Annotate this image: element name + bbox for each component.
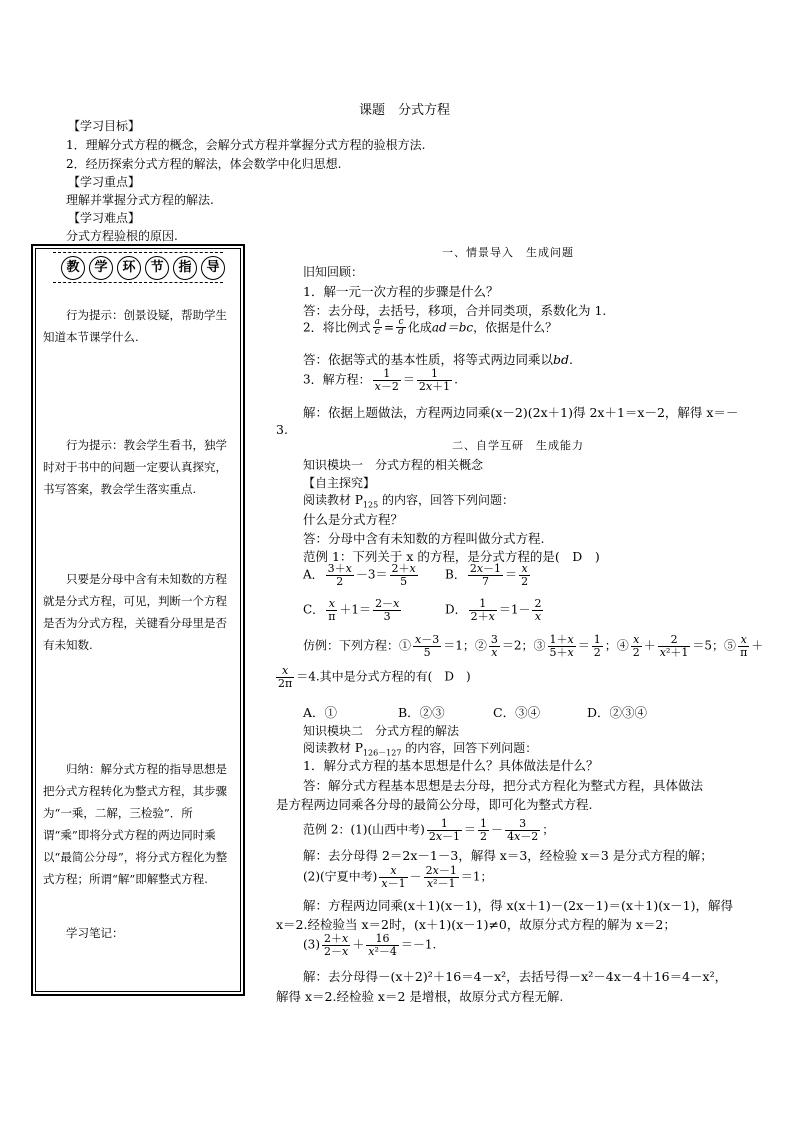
difficulty-heading: 【学习难点】 — [68, 211, 141, 225]
example-2-2-solution-line-2: x＝2.经检验当 x＝2时，(x＋1)(x－1)≠0，故原分式方程的解为 x＝2； — [276, 917, 676, 932]
header-char: 指 — [173, 256, 197, 280]
objective-2: 2．经历探索分式方程的解法，体会数学中化归思想. — [66, 157, 342, 171]
header-chars — [61, 256, 225, 280]
section-2-heading: 二、自学互研 生成能力 — [452, 439, 584, 452]
question-1: 1．解一元一次方程的步骤是什么？ — [303, 284, 499, 299]
key-heading: 【学习重点】 — [68, 175, 141, 189]
section-1-heading: 一、情景导入 生成问题 — [442, 246, 574, 259]
option-d: D． $\frac{1}{2+x}$ ＝1－ $\frac{2}{x}$ — [445, 597, 542, 623]
imitation-option-b: B．②③ — [398, 705, 445, 720]
module-2-title: 知识模块二 分式方程的解法 — [303, 724, 460, 738]
solution-3-line-2: 3. — [276, 422, 288, 437]
read-1-pre: 阅读教材 P — [303, 493, 363, 507]
question-2-mid: 化成 — [407, 320, 432, 335]
read-2-pre: 阅读教材 P — [303, 741, 363, 755]
frac: $\frac{2-x}{3}$ — [375, 597, 400, 623]
example-2-1-solution: 解：去分母得 2＝2x－1－3，解得 x＝3，经检验 x＝3 是分式方程的解； — [303, 848, 713, 863]
answer-2-var: bd — [553, 352, 570, 367]
frac: $\frac{2x-1}{\text{x²－1}}$ — [425, 864, 457, 890]
teaching-guide-header — [53, 252, 223, 282]
header-rule-top — [53, 252, 223, 253]
page-title: 课题 分式方程 — [359, 103, 451, 118]
question-what: 什么是分式方程？ — [303, 512, 404, 527]
option-a-label: A． — [303, 567, 324, 582]
key-point: 理解并掌握分式方程的解法. — [66, 193, 214, 207]
frac: $\frac{16}{\text{x²－4}}$ — [368, 932, 397, 958]
solution-3-line-1: 解：依据上题做法，方程两边同乘(x－2)(2x＋1)得 2x＋1＝x－2，解得 x＝－ — [303, 405, 739, 420]
option-b: B． $\frac{2x-1}{7}$ ＝ $\frac{x}{2}$ — [445, 562, 529, 588]
example-2-2: (2)(宁夏中考) $\frac{x}{x-1}$ － $\frac{2x-1}{\text{x²－1}}$ ＝1； — [303, 864, 493, 890]
frac: $\frac{1}{2+x}$ — [470, 597, 495, 623]
imitation-pre: 仿例：下列方程：① — [303, 638, 412, 653]
read-1-post: 的内容，回答下列问题： — [378, 493, 514, 507]
answer-idea-line-2: 是方程两边同乘各分母的最简公分母，即可化为整式方程. — [276, 797, 593, 812]
frac: $\frac{x-3}{5}$ — [415, 633, 440, 659]
option-d-label: D． — [445, 602, 467, 617]
example-2-3-solution-line-2: 解得 x＝2.经检验 x＝2 是增根，故原分式方程无解. — [276, 989, 564, 1004]
option-b-label: B． — [445, 567, 466, 582]
example-1: 范例 1：下列关于 x 的方程，是分式方程的是( D ) — [303, 549, 600, 564]
imitation-option-c: C．③④ — [493, 705, 541, 720]
question-idea: 1．解分式方程的基本思想是什么？具体做法是什么？ — [303, 758, 599, 773]
option-c-label: C． — [303, 602, 325, 617]
frac: $\frac{1}{2x-1}$ — [428, 817, 461, 843]
frac: $\frac{2x-1}{7}$ — [469, 562, 502, 588]
header-rule-bottom — [53, 282, 223, 283]
review-label: 旧知回顾： — [303, 265, 364, 279]
header-char: 导 — [201, 256, 225, 280]
teaching-guide-box — [31, 244, 245, 996]
imitation-equations: 仿例：下列方程：① $\frac{x-3}{5}$ ＝1；② $\frac{3}{x}$ ＝2；③ $\frac{1+x}{5+x}$ ＝ $\frac{1}{2}$ ；④ $\frac{x}{2}$ ＋ $\frac{2}{\text{x²＋1}}$ ＝5；⑤ $\frac{x}{\pi}$ ＋ — [303, 633, 764, 659]
frac: $\frac{2}{x}$ — [534, 597, 542, 623]
imitation-option-d: D．②③④ — [587, 705, 648, 720]
difficulty-point: 分式方程验根的原因. — [66, 229, 178, 243]
question-3-pre: 3．解方程： — [303, 372, 371, 387]
notes-label: 学习笔记： — [43, 926, 124, 940]
frac: $\frac{3}{x}$ — [490, 633, 498, 659]
module-1-title: 知识模块一 分式方程的相关概念 — [303, 458, 484, 472]
imitation-tail-eq: ＝4.其中是分式方程的有( D ) — [296, 669, 471, 684]
frac: $\frac{3}{4x-2}$ — [507, 817, 539, 843]
frac: $\frac{x}{2}$ — [632, 633, 640, 659]
read-1 — [303, 491, 514, 509]
example-2-2-prefix: (2)(宁夏中考) — [303, 869, 378, 884]
explore-heading: 【自主探究】 — [303, 476, 376, 490]
frac: $\frac{x}{\pi}$ — [328, 597, 336, 623]
answer-2 — [303, 350, 573, 368]
tip-4: 归纳：解分式方程的指导思想是把分式方程转化为整式方程，其步骤为“一乘，二解，三检验”．所谓“乘”即将分式方程的两边同时乘以“最简公分母”，将分式方程化为整式方程；所谓“解”即解整式方程. — [43, 762, 228, 886]
objective-heading: 【学习目标】 — [68, 119, 141, 133]
header-char: 环 — [117, 256, 141, 280]
answer-1: 答：去分母，去括号，移项，合并同类项，系数化为 1. — [303, 303, 607, 318]
answer-idea-line-1: 答：解分式方程基本思想是去分母，把分式方程化为整式方程，具体做法 — [303, 778, 704, 793]
question-2-post: ，依据是什么？ — [473, 320, 558, 335]
example-2-1: 范例 2：(1)(山西中考) $\frac{1}{2x-1}$ ＝ $\frac{1}{2}$ － $\frac{3}{4x-2}$ ； — [303, 817, 555, 843]
option-c: C． $\frac{x}{\pi}$ ＋1＝ $\frac{2-x}{3}$ — [303, 597, 400, 623]
imitation-tail — [274, 665, 471, 689]
header-char: 教 — [61, 256, 85, 280]
question-3: 3．解方程： $\frac{1}{x-2}$ ＝ $\frac{1}{2x+1}$ . — [303, 367, 458, 393]
answer-what: 答：分母中含有未知数的方程叫做分式方程. — [303, 531, 545, 546]
frac: $\frac{1}{2}$ — [480, 817, 488, 843]
answer-2-pre: 答：依据等式的基本性质，将等式两边同乘以 — [303, 352, 554, 367]
example-2-3: (3) $\frac{2+x}{2-x}$ ＋ $\frac{16}{\text{x²－4}}$ ＝－1. — [303, 932, 437, 958]
option-a: A． $\frac{3+x}{2}$ －3＝ $\frac{2+x}{5}$ — [303, 562, 416, 588]
frac: $\frac{x}{2}$ — [521, 562, 529, 588]
tip-3: 只要是分母中含有未知数的方程就是分式方程，可见，判断一个方程是否为分式方程，关键看分母里是否有未知数. — [43, 572, 227, 652]
frac: $\frac{1}{2x+1}$ — [418, 367, 451, 393]
question-2-equation: ad＝bc — [431, 320, 474, 335]
frac: $\frac{1}{2}$ — [593, 633, 601, 659]
question-2-pre: 2．将比例式 — [303, 320, 371, 335]
frac: $\frac{x}{\pi}$ — [740, 633, 748, 659]
frac: $\frac{2+x}{5}$ — [391, 562, 416, 588]
frac-c-d: $\frac{c}{d}$ — [398, 317, 404, 338]
read-1-sub: 125 — [362, 500, 379, 510]
frac-a-c: $\frac{a}{c}$ — [374, 317, 381, 338]
header-char: 节 — [145, 256, 169, 280]
question-2: 2．将比例式 $\frac{a}{c}$ = $\frac{c}{d}$ 化成ad＝bc，依据是什么？ — [303, 317, 558, 338]
example-2-prefix: 范例 2：(1)(山西中考) — [303, 822, 425, 837]
tip-1: 行为提示：创景设疑，帮助学生知道本节课学什么. — [43, 308, 227, 344]
frac: $\frac{2}{\text{x²＋1}}$ — [659, 633, 689, 659]
frac: $\frac{1+x}{5+x}$ — [549, 633, 574, 659]
frac: $\frac{x}{2\pi}$ — [278, 664, 293, 690]
imitation-option-a: A．① — [303, 705, 338, 720]
example-2-3-solution-line-1: 解：去分母得－(x＋2)²＋16＝4－x²，去括号得－x²－4x－4＋16＝4－x²， — [303, 969, 728, 984]
frac: $\frac{3+x}{2}$ — [327, 562, 352, 588]
frac: $\frac{1}{x-2}$ — [374, 367, 399, 393]
read-2-sub: 126－127 — [362, 748, 402, 758]
frac: $\frac{x}{x-1}$ — [381, 864, 406, 890]
tip-2: 行为提示：教会学生看书，独学时对于书中的问题一定要认真探究，书写答案，教会学生落实重点. — [43, 438, 227, 496]
read-2-post: 的内容，回答下列问题： — [401, 741, 538, 755]
example-2-3-prefix: (3) — [303, 937, 320, 952]
header-char: 学 — [89, 256, 113, 280]
example-2-2-solution-line-1: 解：方程两边同乘(x＋1)(x－1)，得 x(x＋1)－(2x－1)＝(x＋1)(x－1)，解得 — [303, 898, 734, 913]
objective-1: 1．理解分式方程的概念，会解分式方程并掌握分式方程的验根方法. — [66, 138, 426, 152]
frac: $\frac{2+x}{2-x}$ — [324, 932, 349, 958]
answer-2-post: . — [569, 352, 574, 367]
